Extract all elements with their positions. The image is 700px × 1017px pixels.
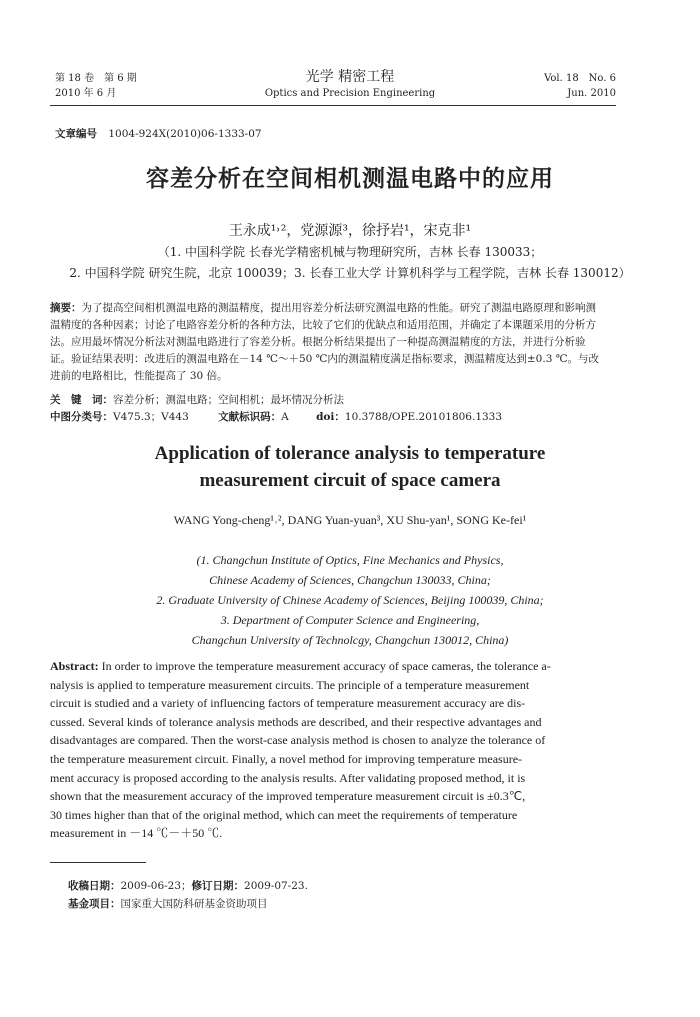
title-cn: 容差分析在空间相机测温电路中的应用 xyxy=(146,166,554,192)
abstract-cn-line: 证。验证结果表明：改进后的测温电路在－14 ℃～＋50 ℃内的测温精度满足指标要求，测温精度达到±0.3 ℃。与改 xyxy=(50,353,599,365)
keywords-cn-label: 关 键 词： xyxy=(50,394,113,406)
affiliation-cn-2: 2. 中国科学院 研究生院，北京 100039；3. 长春工业大学 计算机科学与工程学院，吉林 长春 130012） xyxy=(69,266,631,280)
article-number-label: 文章编号 xyxy=(55,128,97,140)
doi-value: 10.3788/OPE.20101806.1333 xyxy=(344,411,503,423)
authors-cn: 王永成¹˒²，党源源³，徐抒岩¹，宋克非¹ xyxy=(228,223,472,239)
doc-code-label: 文献标识码： xyxy=(218,411,282,423)
abstract-en xyxy=(50,657,616,843)
abstract-cn-line: 温精度的各种因素；讨论了电路容差分析的各种方法，比较了它们的优缺点和适用范围，并确定了本课题采用的分析方 xyxy=(50,319,596,331)
journal-volume-en: Vol. 18 No. 6 xyxy=(544,73,616,84)
abstract-en-label: Abstract: xyxy=(50,659,99,673)
abstract-en-line: measurement in －14 ℃－＋50 ℃. xyxy=(50,826,223,841)
affiliation-en-line: Chinese Academy of Sciences, Changchun 130033, China; xyxy=(209,573,491,587)
article-number-value: 1004-924X(2010)06-1333-07 xyxy=(108,128,262,140)
clc-value: V475.3；V443 xyxy=(113,411,189,423)
received-label: 收稿日期： xyxy=(68,880,121,892)
fund-value: 国家重大国防科研基金资助项目 xyxy=(120,898,268,910)
abstract-en-line: the temperature measurement circuit. Finally, a novel method for improving temperature measure- xyxy=(50,751,523,766)
abstract-cn-line: 进前的电路相比，性能提高了 30 倍。 xyxy=(50,370,228,382)
abstract-cn-line: 为了提高空间相机测温电路的测温精度，提出用容差分析法研究测温电路的性能。研究了测温电路原理和影响测 xyxy=(81,302,596,314)
keywords-cn xyxy=(50,392,344,407)
journal-name-cn: 光学 精密工程 xyxy=(305,69,395,85)
abstract-en-line: circuit is studied and a variety of influencing factors of temperature measurement accuracy are dis- xyxy=(50,696,526,711)
affiliation-cn-1: （1. 中国科学院 长春光学精密机械与物理研究所，吉林 长春 130033； xyxy=(157,245,543,259)
abstract-en-line: nalysis is applied to temperature measurement circuits. The principle of a temperature measurement xyxy=(50,677,530,692)
header-rule xyxy=(50,105,616,106)
footnote-rule xyxy=(50,862,146,863)
affiliation-en-line: (1. Changchun Institute of Optics, Fine Mechanics and Physics, xyxy=(196,553,504,567)
fund-label: 基金项目： xyxy=(68,898,121,910)
affiliation-en-line: 3. Department of Computer Science and Engineering, xyxy=(220,613,480,627)
affiliations-en xyxy=(0,550,700,650)
article-number xyxy=(55,126,262,141)
revised-value: 2009-07-23. xyxy=(244,880,308,892)
journal-name-en: Optics and Precision Engineering xyxy=(264,88,436,99)
classification xyxy=(50,409,502,424)
journal-volume-issue: 第 18 卷 第 6 期 xyxy=(55,73,137,84)
affiliation-en-line: Changchun University of Technolcgy, Changchun 130012, China) xyxy=(191,633,509,647)
abstract-en-line: disadvantages are compared. Then the worst-case analysis method is chosen to analyze the tolerance of xyxy=(50,733,546,748)
keywords-cn-value: 容差分析；测温电路；空间相机；最坏情况分析法 xyxy=(113,394,344,406)
abstract-cn xyxy=(50,300,616,385)
title-en-line-2: measurement circuit of space camera xyxy=(199,470,501,491)
abstract-cn-label: 摘要： xyxy=(50,302,82,314)
doc-code-value: A xyxy=(281,411,289,423)
authors-en: WANG Yong-cheng¹˒², DANG Yuan-yuan³, XU Shu-yan¹, SONG Ke-fei¹ xyxy=(173,513,527,527)
revised-label: 修订日期： xyxy=(191,880,245,892)
clc-label: 中图分类号： xyxy=(50,411,113,423)
abstract-en-line: 30 times higher than that of the original method, which can meet the requirements of temperature xyxy=(50,807,518,822)
doi-label: doi： xyxy=(316,411,345,423)
footnote-dates xyxy=(68,878,308,893)
abstract-en-line: In order to improve the temperature measurement accuracy of space cameras, the tolerance a- xyxy=(101,659,551,673)
abstract-en-line: cussed. Several kinds of tolerance analysis methods are described, and their respective advantages and xyxy=(50,714,542,729)
abstract-cn-line: 法。应用最坏情况分析法对测温电路进行了容差分析。根据分析结果提出了一种提高测温精度的方法，并进行分析验 xyxy=(50,336,586,348)
journal-date: 2010 年 6 月 xyxy=(55,88,117,99)
affiliation-en-line: 2. Graduate University of Chinese Academy of Sciences, Beijing 100039, China; xyxy=(156,593,544,607)
footnote-fund xyxy=(68,896,268,911)
journal-date-en: Jun. 2010 xyxy=(567,88,616,99)
received-value: 2009-06-23； xyxy=(120,880,192,892)
title-en-line-1: Application of tolerance analysis to temperature xyxy=(154,443,546,464)
abstract-en-line: ment accuracy is proposed according to the analysis results. After validating proposed method, it is xyxy=(50,770,526,785)
abstract-en-line: shown that the measurement accuracy of the improved temperature measurement circuit is ±0.3℃, xyxy=(50,789,526,804)
